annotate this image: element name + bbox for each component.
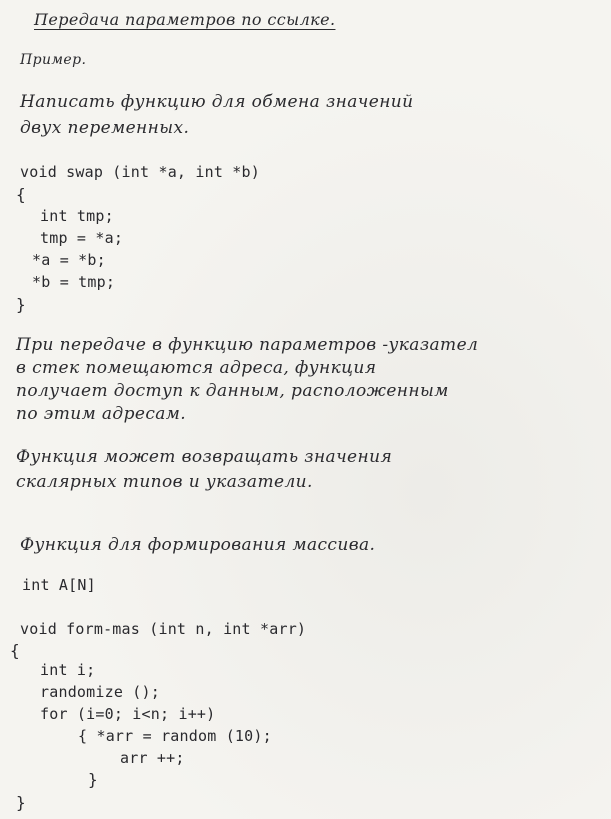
paragraph1-line: получает доступ к данным, расположенным xyxy=(16,381,449,401)
form-mas-open-brace: { xyxy=(10,641,21,660)
form-mas-code-line: { *arr = random (10); xyxy=(78,727,272,745)
swap-signature: void swap (int *a, int *b) xyxy=(20,163,260,181)
page-title: Передача параметров по ссылке. xyxy=(34,10,336,29)
swap-close-brace: } xyxy=(16,295,27,314)
section2-title: Функция для формирования массива. xyxy=(20,535,376,555)
form-mas-close-brace: } xyxy=(16,793,27,812)
form-mas-code-line: int i; xyxy=(40,661,96,679)
paragraph2-line: скалярных типов и указатели. xyxy=(16,472,313,492)
form-mas-signature: void form-mas (int n, int *arr) xyxy=(20,620,307,638)
paragraph2-line: Функция может возвращать значения xyxy=(16,447,393,467)
swap-code-line: int tmp; xyxy=(40,207,114,225)
swap-code-line: *b = tmp; xyxy=(32,273,116,291)
form-mas-code-line: for (i=0; i<n; i++) xyxy=(40,705,216,723)
example-label: Пример. xyxy=(20,52,87,68)
form-mas-code-line: randomize (); xyxy=(40,683,160,701)
paragraph1-line: по этим адресам. xyxy=(16,404,187,424)
array-declaration: int A[N] xyxy=(22,576,96,594)
task-line-1: Написать функцию для обмена значений xyxy=(20,92,414,112)
paragraph1-line: При передаче в функцию параметров -указател xyxy=(16,335,479,355)
swap-open-brace: { xyxy=(16,185,27,204)
form-mas-code-line: arr ++; xyxy=(120,749,185,767)
swap-code-line: *a = *b; xyxy=(32,251,106,269)
form-mas-inner-close-brace: } xyxy=(88,770,99,789)
task-line-2: двух переменных. xyxy=(20,118,190,138)
paragraph1-line: в стек помещаются адреса, функция xyxy=(16,358,377,378)
swap-code-line: tmp = *a; xyxy=(40,229,124,247)
